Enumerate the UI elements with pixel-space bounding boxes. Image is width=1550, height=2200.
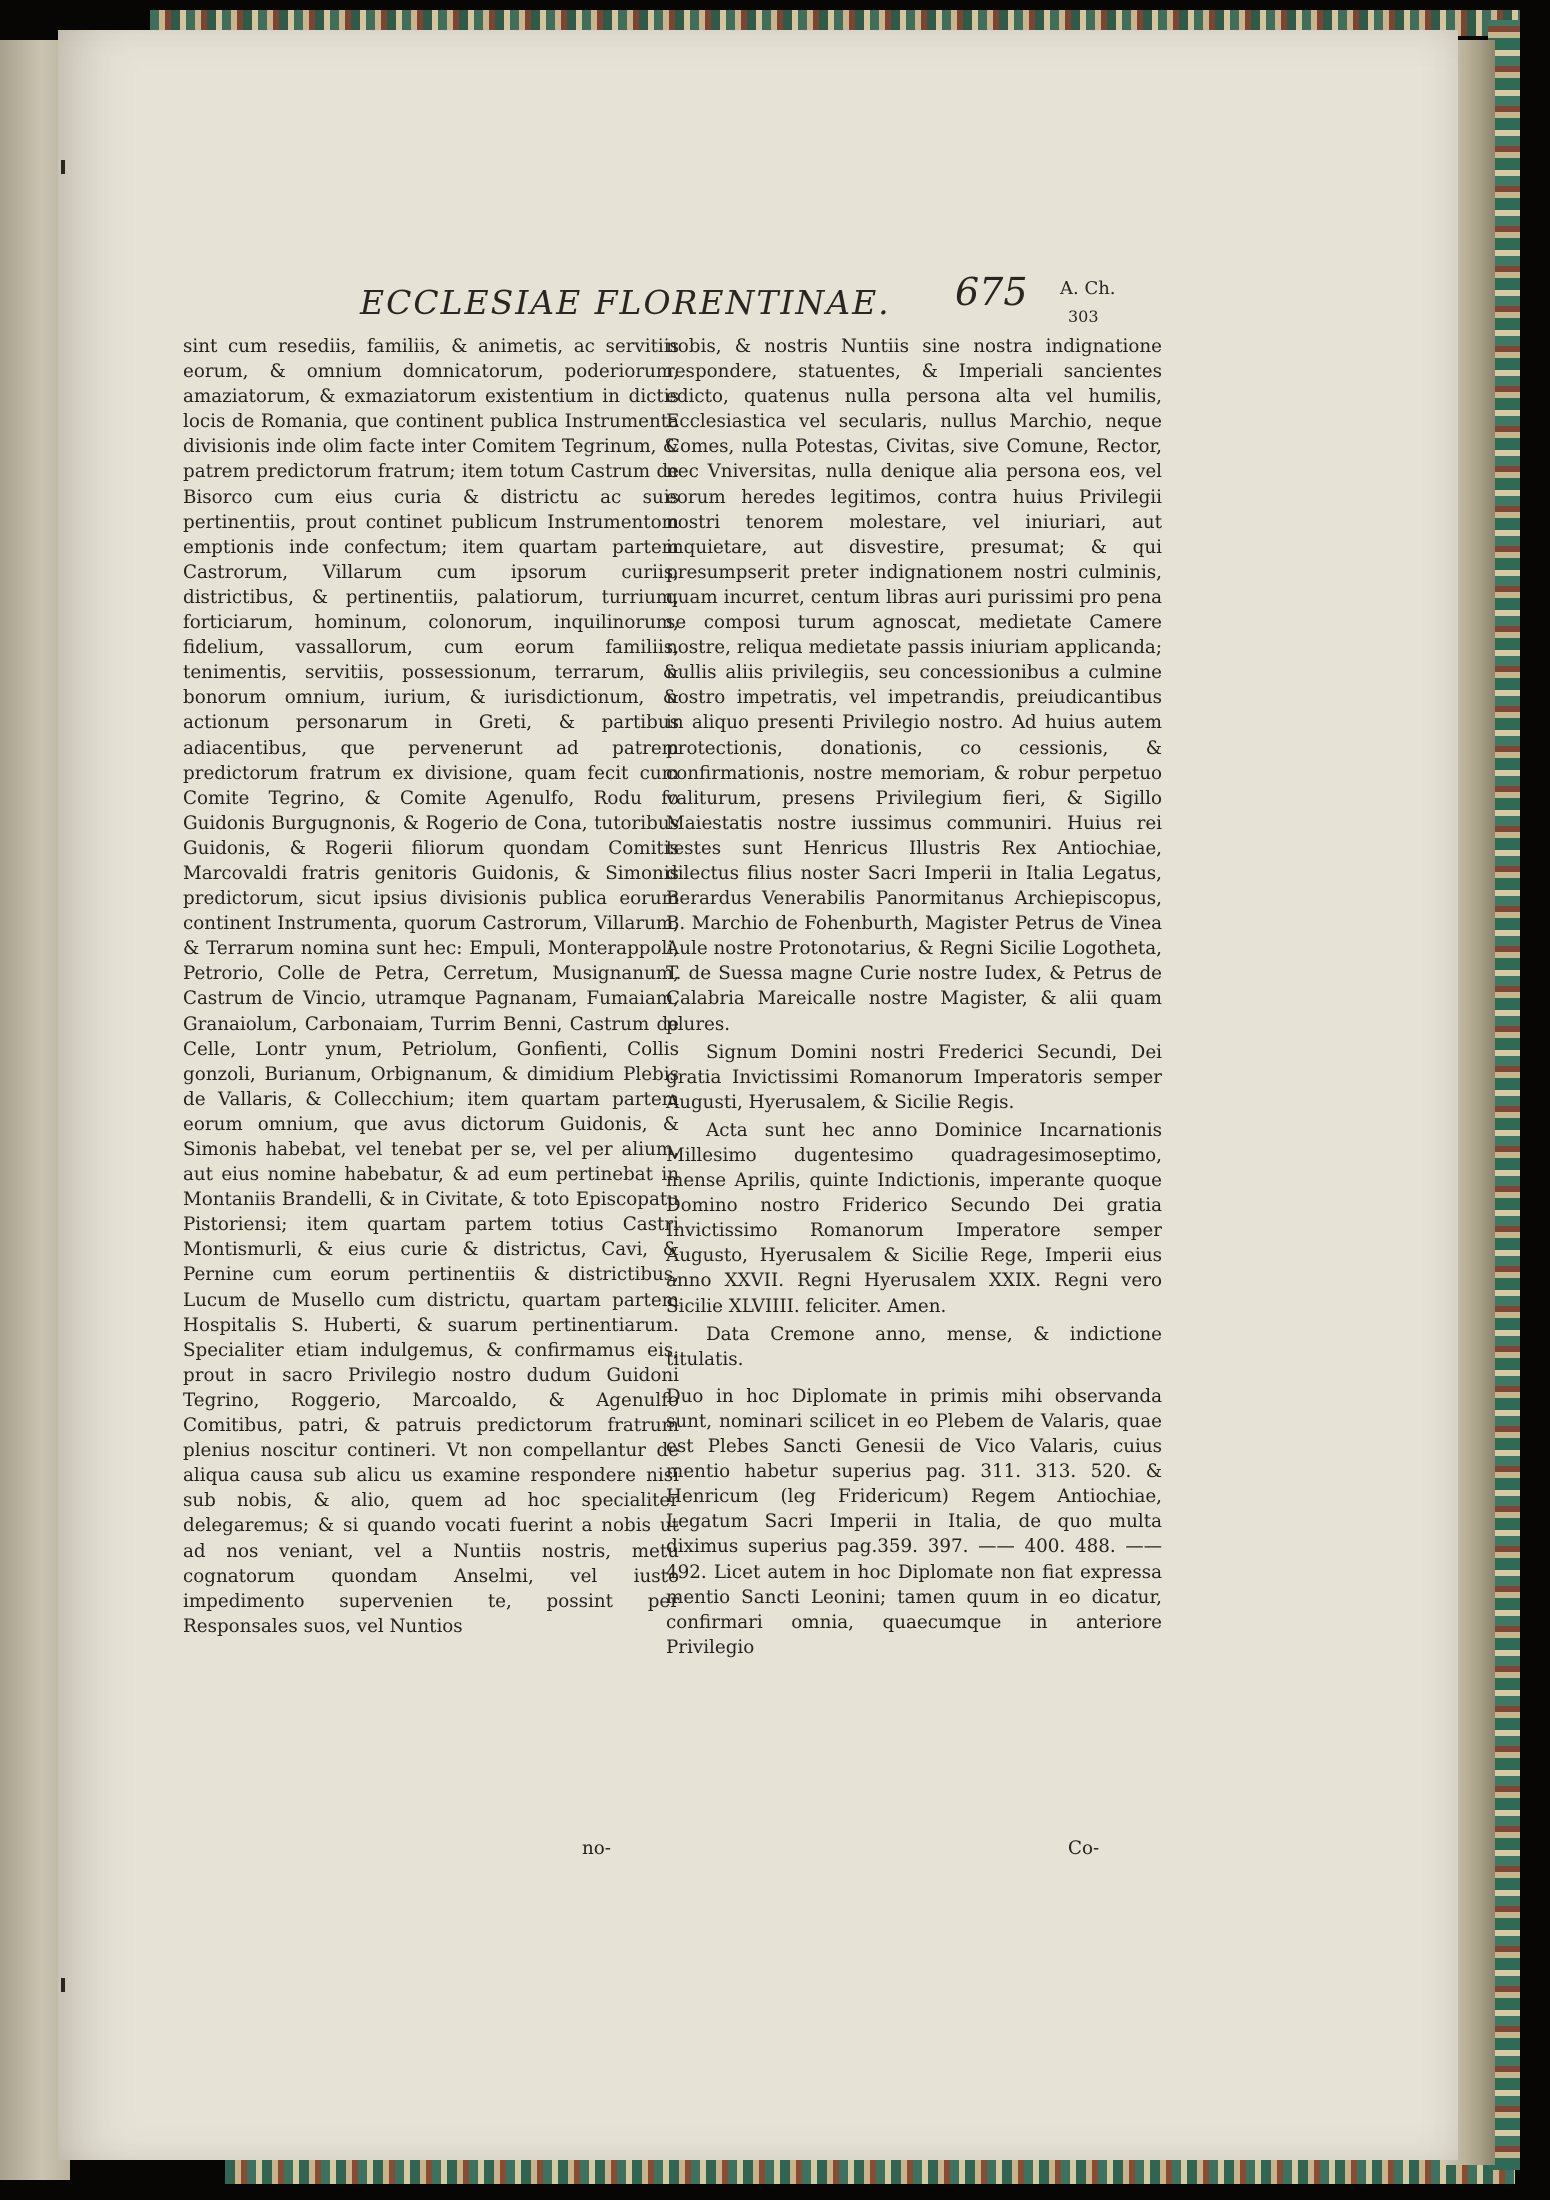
left-catchword: no- xyxy=(582,1838,611,1859)
gutter-mark xyxy=(61,160,65,174)
right-column xyxy=(666,334,1162,1660)
right-catchword: Co- xyxy=(1068,1838,1100,1859)
gutter-mark xyxy=(61,1978,65,1992)
right-paragraph-2: Signum Domini nostri Frederici Secundi, Dei gratia Invictissimi Romanorum Imperatoris semper Augusti, Hyerusalem, & Sicilie Regis. xyxy=(666,1041,1162,1113)
running-title: ECCLESIAE FLORENTINAE. xyxy=(360,283,891,322)
page-number: 675 xyxy=(955,270,1028,314)
margin-label: A. Ch. xyxy=(1060,278,1116,299)
right-paragraph-3: Acta sunt hec anno Dominice Incarnationis Millesimo dugentesimo quadragesimoseptimo, mense Aprilis, quinte Indictionis, imperante quoque Domino nostro Friderico Secundo Dei gratia Invictissimo Romanorum Imperatore semper Augusto, Hyerusalem & Sicilie Rege, Imperii eius anno XXVII. Regni Hyerusalem XXIX. Regni vero Sicilie XLVIIII. feliciter. Amen. xyxy=(666,1119,1162,1317)
left-column-text: sint cum resediis, familiis, & animetis, ac servitiis eorum, & omnium domnicatorum, poderiorum, amaziatorum, & exmaziatorum existentium in dictis locis de Romania, que continent publica Instrumenta divisionis inde olim facte inter Comitem Tegrinum, & patrem predictorum fratrum; item totum Castrum de Bisorco cum eius curia & districtu ac suis pertinentiis, prout continet publicum Instrumentom emptionis inde confectum; item quartam partem Castrorum, Villarum cum ipsorum curiis, districtibus, & pertinentiis, palatiorum, turrium, forticiarum, hominum, colonorum, inquilinorum, fidelium, vassallorum, cum eorum familiis, tenimentis, servitiis, possessionum, terrarum, & bonorum omnium, iurium, & iurisdictionum, & actionum personarum in Greti, & partibus adiacentibus, que pervenerunt ad patrem predictorum fratrum ex divisione, quam fecit cum Comite Tegrino, & Comite Agenulfo, Rodu fo Guidonis Burgugnonis, & Rogerio de Cona, tutoribus Guidonis, & Rogerii filiorum quondam Comitis Marcovaldi fratris genitoris Guidonis, & Simonis predictorum, sicut ipsius divisionis publica eorum continent Instrumenta, quorum Castrorum, Villarum, & Terrarum nomina sunt hec: Empuli, Monterappoli, Petrorio, Colle de Petra, Cerretum, Musignanum, Castrum de Vincio, utramque Pagnanam, Fumaiam, Granaiolum, Carbonaiam, Turrim Benni, Castrum de Celle, Lontr ynum, Petriolum, Gonfienti, Collis gonzoli, Burianum, Orbignanum, & dimidium Plebis de Vallaris, & Collecchium; item quartam partem eorum omnium, que avus dictorum Guidonis, & Simonis habebat, vel tenebat per se, vel per alium, aut eius nomine habebatur, & ad eum pertinebat in Montaniis Brandelli, & in Civitate, & toto Episcopatu Pistoriensi; item quartam partem totius Castri Montismurli, & eius curie & districtus, Cavi, & Pernine cum eorum pertinentiis & districtibus, Lucum de Musello cum districtu, quartam partem Hospitalis S. Huberti, & suarum pertinentiarum. Specialiter etiam indulgemus, & confirmamus eis, prout in sacro Privilegio nostro dudum Guidoni Tegrino, Roggerio, Marcoaldo, & Agenulfo Comitibus, patri, & patruis predictorum fratrum plenius noscitur contineri. Vt non compellantur de aliqua causa sub alicu us examine respondere nisi sub nobis, & alio, quem ad hoc specialiter delegaremus; & si quando vocati fuerint a nobis ut ad nos veniant, vel a Nuntiis nostris, metu cognatorum quondam Anselmi, vel iusto impedimento supervenien te, possint per Responsales suos, vel Nuntios xyxy=(183,336,679,1637)
left-column xyxy=(183,334,679,1639)
margin-year: 303 xyxy=(1068,307,1099,326)
right-paragraph-4: Data Cremone anno, mense, & indictione titulatis. xyxy=(666,1323,1162,1370)
editor-note: Duo in hoc Diplomate in primis mihi observanda sunt, nominari scilicet in eo Plebem de Valaris, quae est Plebes Sancti Genesii de Vico Valaris, cuius mentio habetur superius pag. 311. 313. 520. & Henricum (leg Fridericum) Regem Antiochiae, Legatum Sacri Imperii in Italia, de quo multa diximus superius pag.359. 397. —— 400. 488. —— 492. Licet autem in hoc Diplomate non fiat expressa mentio Sancti Leonini; tamen quum in eo dicatur, confirmari omnia, quaecumque in anteriore Privilegio xyxy=(666,1385,1162,1658)
right-paragraph-1: nobis, & nostris Nuntiis sine nostra indignatione respondere, statuentes, & Imperiali sancientes edicto, quatenus nulla persona alta vel humilis, Ecclesiastica vel secularis, nullus Marchio, neque Comes, nulla Potestas, Civitas, sive Comune, Rector, nec Vniversitas, nulla denique alia persona eos, vel eorum heredes legitimos, contra huius Privilegii nostri tenorem molestare, vel iniuriari, aut inquietare, aut disvestire, presumat; & qui presumpserit preter indignationem nostri culminis, quam incurret, centum libras auri purissimi pro pena se composi turum agnoscat, medietate Camere nostre, reliqua medietate passis iniuriam applicanda; nullis aliis privilegiis, seu concessionibus a culmine nostro impetratis, vel impetrandis, preiudicantibus in aliquo presenti Privilegio nostro. Ad huius autem protectionis, donationis, co cessionis, & confirmationis, nostre memoriam, & robur perpetuo valiturum, presens Privilegium fieri, & Sigillo Maiestatis nostre iussimus communiri. Huius rei testes sunt Henricus Illustris Rex Antiochiae, dilectus filius noster Sacri Imperii in Italia Legatus, Berardus Venerabilis Panormitanus Archiepiscopus, B. Marchio de Fohenburth, Magister Petrus de Vinea Aule nostre Protonotarius, & Regni Sicilie Logotheta, T. de Suessa magne Curie nostre Iudex, & Petrus de Calabria Mareicalle nostre Magister, & alii quam plures. xyxy=(666,336,1162,1035)
